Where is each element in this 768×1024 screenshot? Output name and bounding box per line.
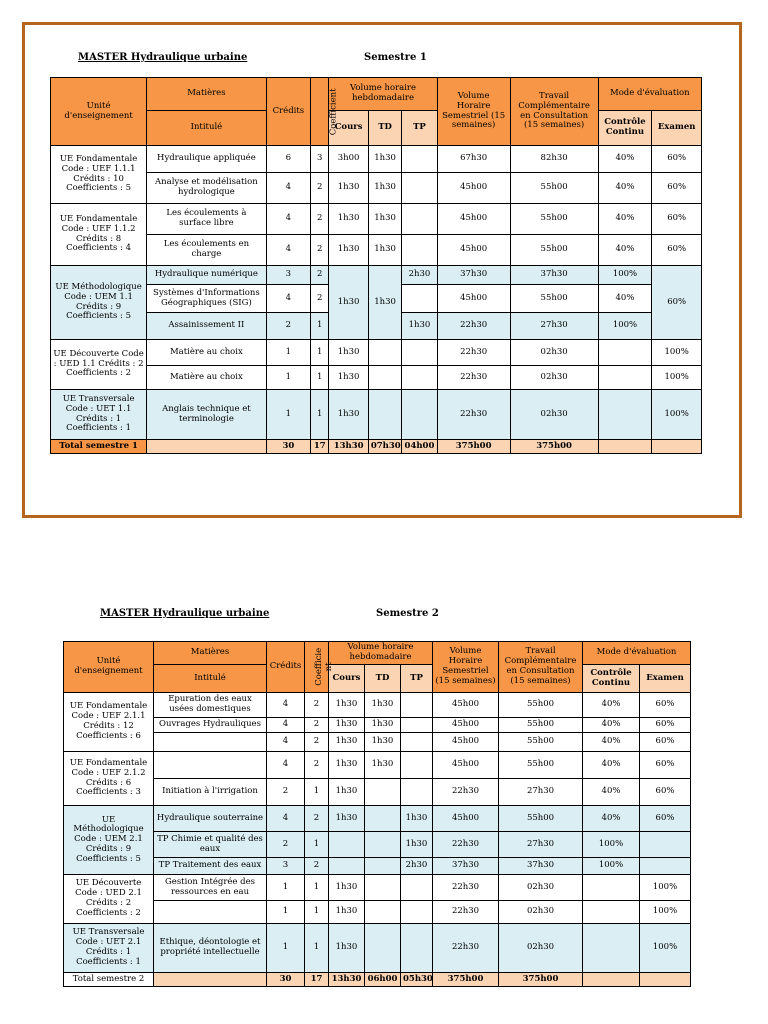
s2-cell-travail: 02h30 [499, 901, 583, 924]
s2-row-mat [154, 733, 267, 752]
s2-cell-examen: 60% [640, 752, 691, 779]
s2-cell-vol-sem: 45h00 [433, 806, 499, 832]
s2-ue-uef212: UE Fondamentale Code : UEF 2.1.2 Crédits : 6 Coefficients : 3 [64, 752, 154, 806]
s2-cell-coef: 1 [305, 832, 329, 858]
s1-cell-travail: 02h30 [510, 366, 598, 390]
s2-total-controle [583, 973, 640, 987]
s2-semester-title: Semestre 2 [376, 608, 439, 619]
s2-cell-cours: 1h30 [329, 693, 365, 718]
s2-total-credits: 30 [267, 973, 305, 987]
s2-cell-examen [640, 858, 691, 875]
s1-cell-controle: 40% [598, 235, 652, 266]
s1-hdr-controle: Contrôle Continu [598, 111, 652, 146]
s1-total-coef: 17 [311, 440, 329, 454]
s2-cell-coef: 1 [305, 875, 329, 901]
s2-cell-cours: 1h30 [329, 875, 365, 901]
s2-cell-controle: 40% [583, 752, 640, 779]
s1-total-credits: 30 [266, 440, 311, 454]
s2-cell-coef: 2 [305, 858, 329, 875]
s2-cell-vol-sem: 22h30 [433, 779, 499, 806]
s1-cell-td: 1h30 [368, 173, 401, 204]
s1-cell-examen: 60% [652, 173, 702, 204]
s2-cell-cours: 1h30 [329, 806, 365, 832]
s1-cell-td [368, 340, 401, 366]
s1-cell-vol-sem: 22h30 [437, 390, 510, 440]
s2-cell-coef: 2 [305, 693, 329, 718]
s1-cell-td: 1h30 [368, 266, 401, 340]
s2-cell-td [365, 858, 401, 875]
s1-cell-coef: 1 [311, 340, 329, 366]
s2-hdr-cours: Cours [329, 665, 365, 693]
s2-hdr-examen: Examen [640, 665, 691, 693]
s1-cell-controle [598, 390, 652, 440]
s1-cell-tp: 1h30 [402, 313, 437, 340]
s1-cell-tp [402, 235, 437, 266]
s2-cell-examen [640, 832, 691, 858]
s2-cell-tp [401, 901, 433, 924]
s2-cell-coef: 2 [305, 733, 329, 752]
s1-cell-tp [402, 146, 437, 173]
s1-cell-coef: 3 [311, 146, 329, 173]
s2-cell-cours [329, 832, 365, 858]
s1-cell-credits: 4 [266, 173, 311, 204]
s1-cell-examen: 60% [652, 266, 702, 340]
s1-cell-credits: 1 [266, 366, 311, 390]
s2-cell-credits: 1 [267, 875, 305, 901]
s2-cell-travail: 55h00 [499, 752, 583, 779]
s1-ue-uef111: UE Fondamentale Code : UEF 1.1.1 Crédits : 10 Coefficients : 5 [51, 146, 147, 204]
s1-cell-tp [402, 204, 437, 235]
s1-cell-controle [598, 340, 652, 366]
s2-hdr-coef: Coefficie nt [305, 642, 329, 693]
s1-cell-credits: 1 [266, 390, 311, 440]
s1-cell-examen: 60% [652, 146, 702, 173]
s1-total-tp: 04h00 [402, 440, 437, 454]
s1-cell-coef: 1 [311, 366, 329, 390]
s1-cell-vol-sem: 45h00 [437, 173, 510, 204]
s1-row-mat: Les écoulements à surface libre [147, 204, 266, 235]
s2-cell-vol-sem: 45h00 [433, 718, 499, 733]
s1-cell-controle: 100% [598, 313, 652, 340]
s1-cell-tp [402, 285, 437, 313]
s1-hdr-vol-hebdo: Volume horaire hebdomadaire [329, 78, 437, 111]
s2-cell-tp [401, 779, 433, 806]
s2-cell-vol-sem: 22h30 [433, 832, 499, 858]
s2-master-title: MASTER Hydraulique urbaine [100, 608, 270, 619]
s2-hdr-tp: TP [401, 665, 433, 693]
s2-row-mat: Epuration des eaux usées domestiques [154, 693, 267, 718]
s2-row-mat: Initiation à l'irrigation [154, 779, 267, 806]
s2-hdr-controle: Contrôle Continu [583, 665, 640, 693]
s1-cell-vol-sem: 45h00 [437, 235, 510, 266]
s2-cell-td: 1h30 [365, 733, 401, 752]
s1-total-travail: 375h00 [510, 440, 598, 454]
s2-total-vol-sem: 375h00 [433, 973, 499, 987]
s1-hdr-cours: Cours [329, 111, 368, 146]
s2-hdr-matieres: Matières [154, 642, 267, 665]
s2-cell-vol-sem: 37h30 [433, 858, 499, 875]
s2-cell-controle [583, 924, 640, 973]
s1-cell-travail: 02h30 [510, 340, 598, 366]
s2-hdr-travail: Travail Complémentaire en Consultation (15 semaines) [499, 642, 583, 693]
s2-ue-uef211: UE Fondamentale Code : UEF 2.1.1 Crédits : 12 Coefficients : 6 [64, 693, 154, 752]
s2-cell-controle: 40% [583, 718, 640, 733]
s1-table [50, 77, 702, 454]
s2-cell-travail: 27h30 [499, 832, 583, 858]
s1-cell-controle: 40% [598, 285, 652, 313]
s2-cell-td: 1h30 [365, 718, 401, 733]
s2-cell-controle: 40% [583, 733, 640, 752]
s2-total-label: Total semestre 2 [64, 973, 154, 987]
s2-cell-travail: 02h30 [499, 924, 583, 973]
s2-cell-credits: 3 [267, 858, 305, 875]
s1-cell-credits: 4 [266, 204, 311, 235]
s1-cell-travail: 55h00 [510, 235, 598, 266]
s2-cell-td [365, 875, 401, 901]
s1-cell-coef: 2 [311, 235, 329, 266]
s1-cell-controle: 40% [598, 204, 652, 235]
s1-ue-uet11: UE Transversale Code : UET 1.1 Crédits : 1 Coefficients : 1 [51, 390, 147, 440]
s1-cell-examen: 100% [652, 366, 702, 390]
s1-cell-vol-sem: 45h00 [437, 204, 510, 235]
s2-cell-credits: 1 [267, 901, 305, 924]
s2-cell-travail: 37h30 [499, 858, 583, 875]
s2-cell-tp: 2h30 [401, 858, 433, 875]
s2-row-mat: TP Traitement des eaux [154, 858, 267, 875]
s2-cell-controle: 40% [583, 806, 640, 832]
s2-cell-tp [401, 733, 433, 752]
s2-hdr-unite: Unité d'enseignement [64, 642, 154, 693]
s2-cell-examen: 100% [640, 901, 691, 924]
s2-cell-credits: 4 [267, 806, 305, 832]
s1-cell-credits: 4 [266, 235, 311, 266]
s1-hdr-intitule: Intitulé [147, 111, 266, 146]
s2-hdr-intitule: Intitulé [154, 665, 267, 693]
s2-cell-td [365, 901, 401, 924]
s2-cell-vol-sem: 45h00 [433, 693, 499, 718]
s1-cell-travail: 27h30 [510, 313, 598, 340]
s2-hdr-vol-hebdo: Volume horaire hebdomadaire [329, 642, 433, 665]
s1-cell-tp: 2h30 [402, 266, 437, 285]
s2-hdr-mode: Mode d'évaluation [583, 642, 691, 665]
s1-cell-examen: 100% [652, 390, 702, 440]
s2-cell-cours: 1h30 [329, 718, 365, 733]
s2-cell-examen: 100% [640, 875, 691, 901]
s1-cell-cours: 1h30 [329, 235, 368, 266]
s2-cell-controle [583, 875, 640, 901]
s2-row-mat [154, 752, 267, 779]
s1-cell-coef: 2 [311, 285, 329, 313]
s1-total-examen [652, 440, 702, 454]
s2-cell-travail: 55h00 [499, 693, 583, 718]
s1-cell-coef: 1 [311, 390, 329, 440]
s1-ue-uef112: UE Fondamentale Code : UEF 1.1.2 Crédits : 8 Coefficients : 4 [51, 204, 147, 266]
s1-cell-coef: 1 [311, 313, 329, 340]
s1-cell-travail: 55h00 [510, 204, 598, 235]
s1-cell-controle: 100% [598, 266, 652, 285]
s2-cell-tp [401, 718, 433, 733]
s2-cell-examen: 100% [640, 924, 691, 973]
s1-master-title: MASTER Hydraulique urbaine [78, 52, 248, 63]
s1-total-td: 07h30 [368, 440, 401, 454]
s1-cell-coef: 2 [311, 204, 329, 235]
s1-cell-vol-sem: 45h00 [437, 285, 510, 313]
s2-cell-cours [329, 858, 365, 875]
s1-cell-vol-sem: 67h30 [437, 146, 510, 173]
s1-cell-coef: 2 [311, 266, 329, 285]
s2-cell-vol-sem: 22h30 [433, 875, 499, 901]
s2-hdr-td: TD [365, 665, 401, 693]
s1-row-mat: Les écoulements en charge [147, 235, 266, 266]
s1-cell-controle: 40% [598, 173, 652, 204]
s2-cell-controle: 100% [583, 832, 640, 858]
s1-hdr-vol-sem: Volume Horaire Semestriel (15 semaines) [437, 78, 510, 146]
s2-cell-td [365, 832, 401, 858]
s2-cell-cours: 1h30 [329, 752, 365, 779]
s2-cell-vol-sem: 45h00 [433, 733, 499, 752]
s1-cell-vol-sem: 22h30 [437, 313, 510, 340]
s1-cell-tp [402, 340, 437, 366]
s1-row-mat: Anglais technique et terminologie [147, 390, 266, 440]
s1-cell-cours: 1h30 [329, 266, 368, 340]
s2-cell-vol-sem: 22h30 [433, 901, 499, 924]
s2-cell-tp [401, 875, 433, 901]
s2-row-mat: TP Chimie et qualité des eaux [154, 832, 267, 858]
s2-row-mat: Gestion Intégrée des ressources en eau [154, 875, 267, 901]
s1-cell-cours: 1h30 [329, 366, 368, 390]
s1-cell-credits: 2 [266, 313, 311, 340]
s2-cell-vol-sem: 22h30 [433, 924, 499, 973]
s1-hdr-travail: Travail Complémentaire en Consultation (15 semaines) [510, 78, 598, 146]
s2-cell-coef: 1 [305, 924, 329, 973]
s1-cell-travail: 55h00 [510, 285, 598, 313]
s2-total-examen [640, 973, 691, 987]
s2-cell-controle [583, 901, 640, 924]
s2-cell-examen: 60% [640, 779, 691, 806]
s1-row-mat: Analyse et modélisation hydrologique [147, 173, 266, 204]
s2-cell-td [365, 806, 401, 832]
s2-ue-uem21: UE Méthodologique Code : UEM 2.1 Crédits : 9 Coefficients : 5 [64, 806, 154, 875]
s2-cell-coef: 1 [305, 779, 329, 806]
s1-cell-td: 1h30 [368, 204, 401, 235]
s2-cell-travail: 55h00 [499, 733, 583, 752]
s1-cell-td: 1h30 [368, 235, 401, 266]
s1-cell-credits: 1 [266, 340, 311, 366]
s1-cell-travail: 55h00 [510, 173, 598, 204]
s2-cell-credits: 2 [267, 832, 305, 858]
s2-row-mat: Ouvrages Hydrauliques [154, 718, 267, 733]
s2-cell-examen: 60% [640, 693, 691, 718]
s2-cell-cours: 1h30 [329, 733, 365, 752]
s2-cell-examen: 60% [640, 733, 691, 752]
s1-cell-td [368, 366, 401, 390]
s1-cell-travail: 37h30 [510, 266, 598, 285]
s2-table [63, 641, 691, 987]
s1-row-mat: Systèmes d'Informations Géographiques (SIG) [147, 285, 266, 313]
s1-cell-td: 1h30 [368, 146, 401, 173]
s1-cell-tp [402, 390, 437, 440]
s2-cell-td: 1h30 [365, 693, 401, 718]
s1-total-label: Total semestre 1 [51, 440, 147, 454]
s2-cell-tp [401, 752, 433, 779]
s1-cell-examen: 60% [652, 235, 702, 266]
s1-hdr-credits: Crédits [266, 78, 311, 146]
s2-cell-td [365, 924, 401, 973]
s1-cell-vol-sem: 22h30 [437, 366, 510, 390]
s2-cell-travail: 55h00 [499, 718, 583, 733]
s2-cell-td: 1h30 [365, 752, 401, 779]
s1-ue-ued11: UE Découverte Code : UED 1.1 Crédits : 2 Coefficients : 2 [51, 340, 147, 390]
s2-cell-tp [401, 693, 433, 718]
s1-cell-examen: 60% [652, 204, 702, 235]
s1-row-mat: Assainissement II [147, 313, 266, 340]
s1-row-mat: Matière au choix [147, 366, 266, 390]
s2-cell-coef: 2 [305, 806, 329, 832]
s1-cell-cours: 1h30 [329, 340, 368, 366]
s1-cell-examen: 100% [652, 340, 702, 366]
s2-cell-controle: 100% [583, 858, 640, 875]
s1-total-mat [147, 440, 266, 454]
s1-semester-title: Semestre 1 [364, 52, 427, 63]
s2-total-td: 06h00 [365, 973, 401, 987]
s2-cell-credits: 4 [267, 733, 305, 752]
s2-cell-credits: 4 [267, 693, 305, 718]
s2-cell-travail: 27h30 [499, 779, 583, 806]
s2-row-mat: Ethique, déontologie et propriété intellectuelle [154, 924, 267, 973]
s1-cell-tp [402, 366, 437, 390]
s2-cell-coef: 1 [305, 901, 329, 924]
s2-total-cours: 13h30 [329, 973, 365, 987]
s1-cell-vol-sem: 22h30 [437, 340, 510, 366]
s1-cell-coef: 2 [311, 173, 329, 204]
s2-cell-travail: 02h30 [499, 875, 583, 901]
s2-cell-vol-sem: 45h00 [433, 752, 499, 779]
s1-hdr-unite: Unité d'enseignement [51, 78, 147, 146]
s2-cell-examen: 60% [640, 806, 691, 832]
s2-row-mat: Hydraulique souterraine [154, 806, 267, 832]
s1-cell-cours: 1h30 [329, 390, 368, 440]
s2-cell-cours: 1h30 [329, 901, 365, 924]
s1-total-cours: 13h30 [329, 440, 368, 454]
s1-cell-credits: 6 [266, 146, 311, 173]
s1-hdr-examen: Examen [652, 111, 702, 146]
s2-cell-cours: 1h30 [329, 779, 365, 806]
s1-row-mat: Matière au choix [147, 340, 266, 366]
s1-cell-credits: 4 [266, 285, 311, 313]
s1-hdr-mode: Mode d'évaluation [598, 78, 701, 111]
s2-total-travail: 375h00 [499, 973, 583, 987]
s2-cell-coef: 2 [305, 718, 329, 733]
s1-cell-td [368, 390, 401, 440]
s1-cell-travail: 82h30 [510, 146, 598, 173]
s1-cell-cours: 1h30 [329, 204, 368, 235]
s1-total-controle [598, 440, 652, 454]
s2-total-tp: 05h30 [401, 973, 433, 987]
s1-hdr-tp: TP [402, 111, 437, 146]
s1-hdr-td: TD [368, 111, 401, 146]
s2-cell-td [365, 779, 401, 806]
s1-total-vol-sem: 375h00 [437, 440, 510, 454]
s1-row-mat: Hydraulique appliquée [147, 146, 266, 173]
s1-hdr-matieres: Matières [147, 78, 266, 111]
s1-row-mat: Hydraulique numérique [147, 266, 266, 285]
s1-cell-controle: 40% [598, 146, 652, 173]
s1-cell-cours: 3h00 [329, 146, 368, 173]
s2-cell-credits: 4 [267, 718, 305, 733]
s2-cell-tp [401, 924, 433, 973]
s2-hdr-vol-sem: Volume Horaire Semestriel (15 semaines) [433, 642, 499, 693]
s1-cell-vol-sem: 37h30 [437, 266, 510, 285]
s1-cell-cours: 1h30 [329, 173, 368, 204]
s2-row-mat [154, 901, 267, 924]
s2-total-mat [154, 973, 267, 987]
s2-cell-travail: 55h00 [499, 806, 583, 832]
s1-hdr-coef: Coefficient [311, 78, 329, 146]
s2-total-coef: 17 [305, 973, 329, 987]
s1-cell-credits: 3 [266, 266, 311, 285]
s2-ue-uet21: UE Transversale Code : UET 2.1 Crédits : 1 Coefficients : 1 [64, 924, 154, 973]
s2-hdr-credits: Crédits [267, 642, 305, 693]
s2-cell-credits: 2 [267, 779, 305, 806]
s2-cell-coef: 2 [305, 752, 329, 779]
s1-cell-controle [598, 366, 652, 390]
s2-cell-credits: 1 [267, 924, 305, 973]
s2-cell-controle: 40% [583, 693, 640, 718]
s2-ue-ued21: UE Découverte Code : UED 2.1 Crédits : 2 Coefficients : 2 [64, 875, 154, 924]
s1-cell-travail: 02h30 [510, 390, 598, 440]
s1-cell-tp [402, 173, 437, 204]
s2-cell-cours: 1h30 [329, 924, 365, 973]
s2-cell-tp: 1h30 [401, 806, 433, 832]
s2-cell-tp: 1h30 [401, 832, 433, 858]
s2-cell-credits: 4 [267, 752, 305, 779]
s1-ue-uem11: UE Méthodologique Code : UEM 1.1 Crédits : 9 Coefficients : 5 [51, 266, 147, 340]
s2-cell-controle: 40% [583, 779, 640, 806]
s2-cell-examen: 60% [640, 718, 691, 733]
